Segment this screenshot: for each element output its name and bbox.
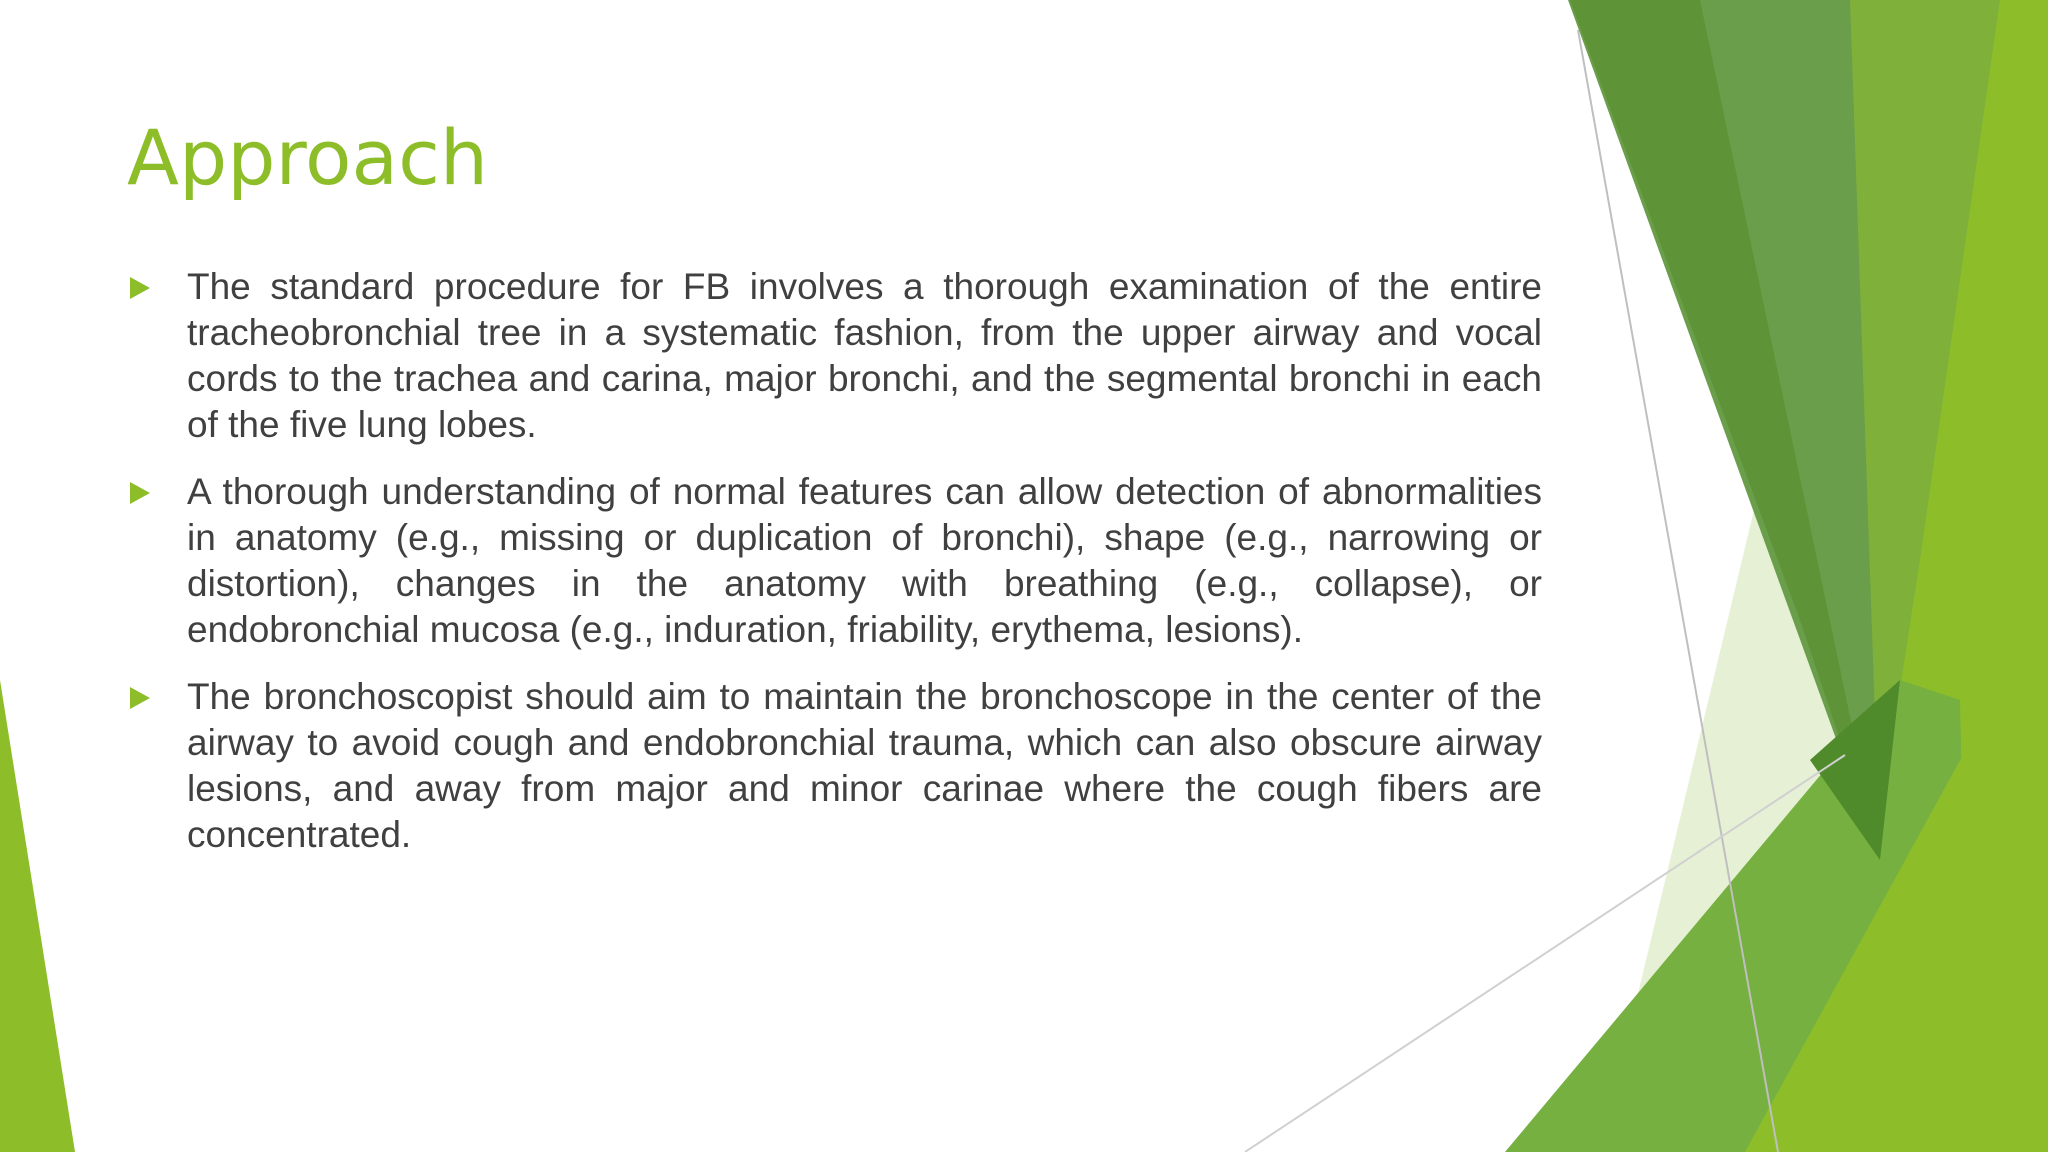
left-green-sliver xyxy=(0,680,75,1152)
triangle-bullet-icon xyxy=(130,687,150,709)
bullet-item xyxy=(130,674,1542,858)
bullet-list xyxy=(130,264,1542,879)
bullet-text: A thorough understanding of normal features can allow detection of abnormalities in anatomy (e.g., missing or duplication of bronchi), shape (e.g., narrowing or distortion), changes in the anatomy with breathing (e.g., collapse), or endobronchial mucosa (e.g., induration, friability, erythema, lesions). xyxy=(187,471,1542,650)
bullet-item xyxy=(130,469,1542,653)
triangle-bullet-icon xyxy=(130,482,150,504)
bullet-item xyxy=(130,264,1542,448)
bullet-text: The standard procedure for FB involves a thorough examination of the entire tracheobronchial tree in a systematic fashion, from the upper airway and vocal cords to the trachea and carina, major bronchi, and the segmental bronchi in each of the five lung lobes. xyxy=(187,266,1542,445)
bullet-text: The bronchoscopist should aim to maintain the bronchoscope in the center of the airway to avoid cough and endobronchial trauma, which can also obscure airway lesions, and away from major and minor carinae where the cough fibers are concentrated. xyxy=(187,676,1542,855)
triangle-bullet-icon xyxy=(130,277,150,299)
slide-title: Approach xyxy=(127,113,489,202)
